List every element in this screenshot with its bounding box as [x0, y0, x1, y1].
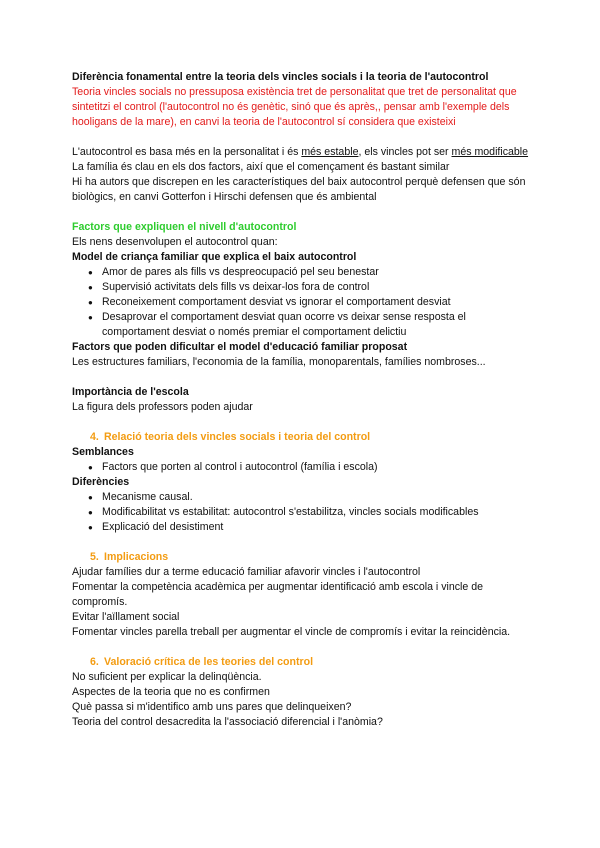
section-6-heading — [72, 655, 534, 670]
list-item: ● Amor de pares als fills vs despreocupació pel seu benestar — [72, 265, 534, 280]
text-line: Ajudar famílies dur a terme educació familiar afavorir vincles i l'autocontrol — [72, 566, 421, 578]
text-line: Teoria del control desacredita la l'associació diferencial i l'anòmia? — [72, 716, 383, 728]
list-item: ● Factors que porten al control i autocontrol (família i escola) — [72, 460, 534, 475]
section-5-heading — [72, 550, 534, 565]
factors-intro: Els nens desenvolupen el autocontrol quan: — [72, 236, 278, 248]
text-line: No suficient per explicar la delinqüència. — [72, 671, 262, 683]
document-page — [72, 70, 534, 730]
text-segment: L'autocontrol es basa més en la personalitat i és — [72, 146, 302, 158]
list-item: ● Mecanisme causal. — [72, 490, 534, 505]
underlined-text: més estable — [301, 146, 359, 158]
text-line: Fomentar la competència acadèmica per augmentar identificació amb escola i vincle de compromís. — [72, 581, 484, 608]
section-number: 4. — [90, 431, 99, 443]
section-heading-text: Valoració crítica de les teories del control — [104, 656, 314, 668]
text-line: Evitar l'aïllament social — [72, 611, 180, 623]
section-number: 6. — [90, 656, 99, 668]
text-line: Aspectes de la teoria que no es confirmen — [72, 686, 270, 698]
family-paragraph: La família és clau en els dos factors, així que el començament és bastant similar — [72, 161, 450, 173]
section-heading-text: Relació teoria dels vincles socials i teoria del control — [104, 431, 371, 443]
authors-paragraph: Hi ha autors que discrepen en les característiques del baix autocontrol perquè defensen que són biològics, en canvi Gotterfon i Hirschi defensen que és ambiental — [72, 176, 526, 203]
text-segment: , els vincles pot ser — [358, 146, 452, 158]
red-paragraph: Teoria vincles socials no pressuposa existència tret de personalitat que tret de personalitat que sintetitzi el control (l'autocontrol no és genètic, sinó que és après,, pensar amb l'exemple dels hooligans de la mare), en canvi la teoria de l'autocontrol sí considera que existeixi — [72, 86, 517, 128]
factors-heading: Factors que expliquen el nivell d'autocontrol — [72, 221, 297, 233]
list-item: ● Reconeixement comportament desviat vs ignorar el comportament desviat — [72, 295, 534, 310]
escola-text: La figura dels professors poden ajudar — [72, 401, 253, 413]
model-heading: Model de criança familiar que explica el baix autocontrol — [72, 251, 357, 263]
list-item: ● Explicació del desistiment — [72, 520, 534, 535]
section-title: Diferència fonamental entre la teoria dels vincles socials i la teoria de l'autocontrol — [72, 71, 489, 83]
list-item: ● Modificabilitat vs estabilitat: autocontrol s'estabilitza, vincles socials modificables — [72, 505, 534, 520]
diferencies-heading: Diferències — [72, 476, 130, 488]
dificultar-heading: Factors que poden dificultar el model d'educació familiar proposat — [72, 341, 408, 353]
underlined-text: més modificable — [451, 146, 529, 158]
text-line: Què passa si m'identifico amb uns pares que delinqueixen? — [72, 701, 352, 713]
diferencies-list — [72, 490, 534, 535]
semblances-heading: Semblances — [72, 446, 134, 458]
escola-heading: Importància de l'escola — [72, 386, 189, 398]
semblances-list — [72, 460, 534, 475]
dificultar-text: Les estructures familiars, l'economia de la família, monoparentals, famílies nombroses... — [72, 356, 486, 368]
text-line: Fomentar vincles parella treball per augmentar el vincle de compromís i evitar la reincidència. — [72, 626, 511, 638]
list-item: ● Supervisió activitats dels fills vs deixar-los fora de control — [72, 280, 534, 295]
section-number: 5. — [90, 551, 99, 563]
autocontrol-paragraph — [72, 145, 534, 160]
section-4-heading — [72, 430, 534, 445]
section-heading-text: Implicacions — [104, 551, 169, 563]
model-list — [72, 265, 534, 340]
list-item: ● Desaprovar el comportament desviat quan ocorre vs deixar sense resposta el comportament desviat o només premiar el comportament delictiu — [72, 310, 534, 340]
